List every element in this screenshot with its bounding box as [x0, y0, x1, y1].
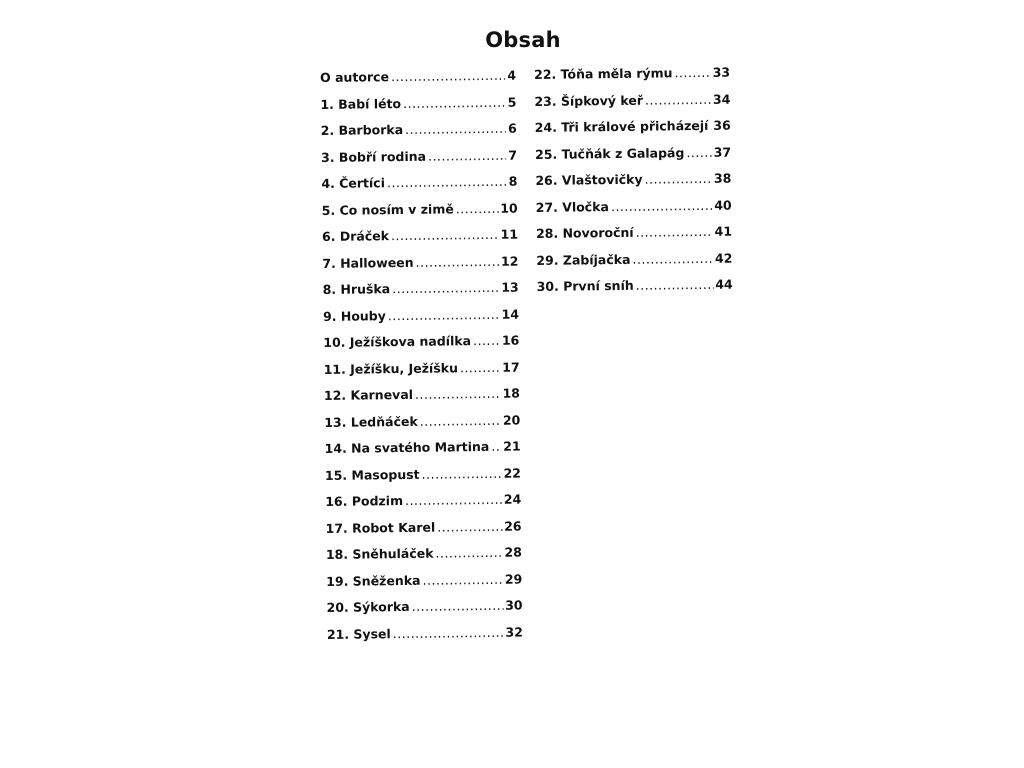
toc-entry-page: 10 [500, 200, 518, 216]
toc-entry [322, 227, 518, 256]
toc-entry-page: 28 [504, 544, 522, 560]
toc-entry [321, 174, 517, 203]
toc-entry [534, 65, 730, 94]
toc-entry-page: 6 [507, 120, 517, 136]
toc-entry [324, 412, 520, 441]
toc-entry-page: 14 [501, 306, 520, 322]
toc-entry-label: 13. Ledňáček [324, 413, 418, 430]
toc-entry-label: 29. Zabíjačka [536, 251, 631, 268]
dot-leader [412, 598, 504, 614]
toc-entry-label: 10. Ježíškova nadílka [323, 333, 472, 350]
dot-leader [636, 277, 714, 293]
dot-leader [644, 171, 712, 187]
toc-entry [537, 277, 733, 306]
toc-entry-page: 16 [501, 332, 520, 348]
toc-entry [324, 386, 520, 415]
toc-entry-label: 23. Šípkový keř [534, 92, 644, 109]
toc-entry-page: 36 [713, 117, 731, 133]
toc-entry-label: 25. Tučňák z Galapág [534, 144, 685, 162]
dot-leader [611, 197, 713, 213]
toc-entry [327, 624, 523, 653]
toc-entry-page: 40 [714, 197, 732, 213]
toc-entry-page: 34 [712, 91, 731, 107]
toc-entry [536, 224, 732, 253]
toc-left-column [320, 68, 523, 653]
toc-entry-label: 4. Čertíci [321, 175, 386, 191]
toc-entry [536, 197, 732, 226]
toc-entry-label: 18. Sněhuláček [325, 545, 434, 562]
toc-entry-label: 2. Barborka [320, 121, 404, 138]
toc-entry [535, 171, 731, 200]
dot-leader [422, 571, 502, 587]
dot-leader [392, 280, 499, 296]
toc-entry-label: 20. Sýkorka [326, 598, 410, 615]
toc-entry [326, 598, 522, 627]
toc-entry [326, 545, 522, 574]
toc-entry [323, 306, 519, 335]
toc-entry-page: 42 [714, 250, 733, 266]
toc-entry-page: 4 [507, 67, 517, 83]
dot-leader [403, 94, 506, 110]
toc-entry [320, 68, 516, 97]
dot-leader [460, 359, 500, 374]
toc-entry-page: 44 [715, 276, 733, 292]
toc-entry-label: 21. Sysel [326, 625, 391, 642]
dot-leader [456, 200, 499, 216]
toc-entry-page: 13 [501, 279, 519, 295]
toc-entry-label: 3. Bobří rodina [320, 148, 427, 165]
toc-entry-label: 30. První sníh [536, 277, 634, 294]
toc-entry-label: 12. Karneval [323, 386, 414, 403]
toc-entry-page: 12 [500, 253, 519, 269]
toc-entry [321, 121, 517, 150]
toc-entry-label: 24. Tři králové přicházejí [534, 117, 709, 135]
dot-leader [636, 224, 713, 240]
toc-entry-label: 28. Novoroční [535, 224, 634, 241]
toc-entry-label: 8. Hruška [322, 281, 391, 297]
dot-leader [645, 91, 711, 107]
toc-entry-label: 22. Tóňa měla rýmu [534, 65, 673, 82]
toc-entry [534, 91, 730, 120]
dot-leader [435, 545, 502, 561]
toc-entry-label: 16. Podzim [325, 493, 404, 509]
dot-leader [393, 624, 504, 640]
toc-entry-page: 38 [713, 170, 732, 186]
toc-entry-page: 37 [713, 144, 732, 160]
page-title: Obsah [485, 28, 561, 52]
toc-entry-page: 41 [714, 223, 733, 239]
dot-leader [416, 253, 500, 269]
toc-entry [326, 518, 522, 547]
toc-entry-label: 7. Halloween [322, 254, 414, 271]
toc-entry [325, 439, 521, 468]
toc-entry [321, 147, 517, 176]
dot-leader [632, 250, 713, 266]
toc-entry-label: 14. Na svatého Martina [324, 438, 490, 456]
toc-entry [323, 333, 519, 362]
toc-right-column [534, 65, 733, 306]
toc-entry-label: 11. Ježíšku, Ježíšku [323, 359, 459, 377]
toc-entry-label: 17. Robot Karel [325, 519, 436, 536]
dot-leader [391, 227, 499, 243]
toc-entry-page: 22 [503, 465, 522, 481]
toc-entry-label: 1. Babí léto [320, 95, 402, 112]
toc-entry [325, 465, 521, 494]
toc-entry [323, 280, 519, 309]
dot-leader [473, 333, 500, 348]
toc-entry-page: 20 [502, 412, 521, 428]
toc-entry [320, 94, 516, 123]
dot-leader [422, 465, 502, 481]
toc-entry-page: 17 [502, 359, 520, 375]
dot-leader [491, 439, 501, 454]
toc-entry [322, 253, 518, 282]
toc-entry-page: 18 [502, 385, 521, 401]
toc-entry-page: 33 [712, 64, 731, 80]
toc-entry-page: 11 [500, 226, 519, 242]
dot-leader [405, 121, 506, 137]
toc-entry [322, 200, 518, 229]
dot-leader [437, 518, 502, 534]
dot-leader [674, 65, 710, 80]
toc-entry-page: 26 [504, 518, 522, 534]
toc-entry [535, 118, 731, 147]
toc-entry [535, 144, 731, 173]
toc-entry-label: 5. Co nosím v zimě [321, 200, 454, 218]
toc-entry-page: 5 [507, 94, 517, 110]
dot-leader [420, 412, 501, 428]
toc-entry-page: 29 [504, 571, 523, 587]
dot-leader [710, 118, 711, 133]
dot-leader [428, 147, 506, 163]
toc-entry [536, 250, 732, 279]
toc-entry [326, 571, 522, 600]
dot-leader [415, 386, 501, 402]
dot-leader [387, 174, 507, 190]
toc-entry-label: O autorce [320, 69, 390, 85]
toc-entry-page: 30 [505, 597, 523, 613]
toc-entry [324, 359, 520, 388]
toc-entry-label: 27. Vločka [535, 198, 609, 215]
dot-leader [405, 492, 502, 508]
toc-entry-label: 15. Masopust [324, 466, 420, 483]
toc-entry-page: 7 [508, 147, 518, 163]
toc-entry-label: 9. Houby [322, 307, 386, 324]
toc-entry-page: 21 [503, 438, 521, 454]
toc-entry-page: 8 [508, 173, 518, 189]
toc-entry-page: 24 [503, 491, 522, 507]
dot-leader [391, 68, 506, 84]
toc-entry-page: 32 [505, 624, 523, 640]
toc-entry-label: 6. Dráček [321, 228, 390, 244]
dot-leader [388, 306, 500, 322]
dot-leader [686, 144, 711, 159]
toc-entry-label: 26. Vlaštovičky [535, 171, 643, 188]
toc-entry-label: 19. Sněženka [326, 572, 421, 589]
toc-entry [325, 492, 521, 521]
